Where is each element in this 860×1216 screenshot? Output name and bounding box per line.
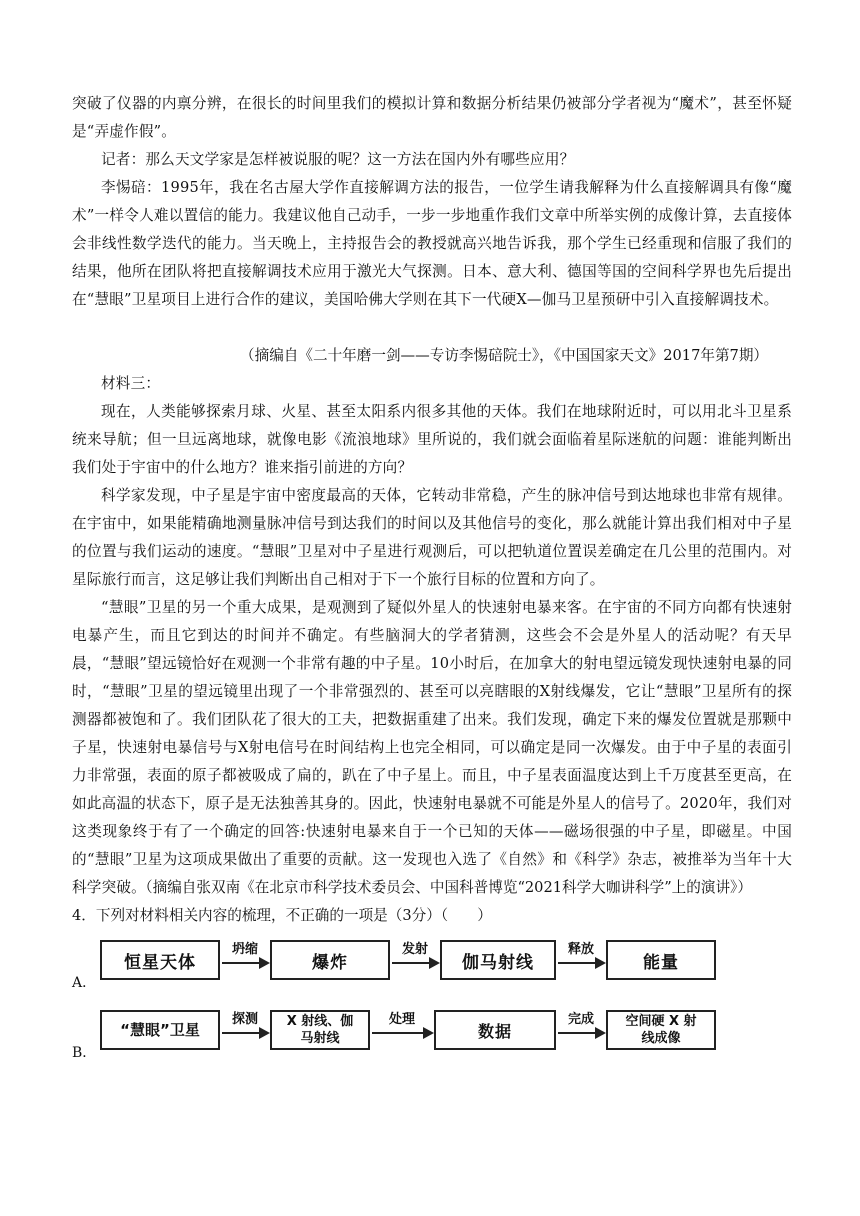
- arrow-right-icon: [259, 1027, 270, 1039]
- arrow-right-icon: [429, 957, 440, 969]
- material-three-heading: 材料三：: [101, 375, 161, 392]
- flow-box: X 射线、伽马射线: [270, 1010, 370, 1050]
- flow-arrow: [556, 1010, 606, 1050]
- paragraph-neutron-star: 科学家发现，中子星是宇宙中密度最高的天体，它转动非常稳，产生的脉冲信号到达地球也非常有规律。在宇宙中，如果能精确地测量脉冲信号到达我们的时间以及其他信号的变化，那么就能计算出我们相对中子星的位置与我们运动的速度。“慧眼”卫星对中子星进行观测后，可以把轨道位置误差确定在几公里的范围内。对星际旅行而言，这足够让我们判断出自己相对于下一个旅行目标的位置和方向了。: [72, 487, 792, 588]
- paragraph-li-answer: 李惕碚：1995年，我在名古屋大学作直接解调方法的报告，一位学生请我解释为什么直接解调具有像“魔术”一样令人难以置信的能力。我建议他自己动手，一步一步地重作我们文章中所举实例的成像计算，去直接体会非线性数学迭代的能力。当天晚上，主持报告会的教授就高兴地告诉我，那个学生已经重现和信服了我们的结果，他所在团队将把直接解调技术应用于激光大气探测。日本、意大利、德国等国的空间科学界也先后提出在“慧眼”卫星项目上进行合作的建议，美国哈佛大学则在其下一代硬X—伽马卫星预研中引入直接解调技术。: [72, 179, 792, 308]
- option-a-letter[interactable]: A．: [72, 975, 97, 991]
- paragraph-fast-radio-burst: “慧眼”卫星的另一个重大成果，是观测到了疑似外星人的快速射电暴来客。在宇宙的不同方向都有快速射电暴产生，而且它到达的时间并不确定。有些脑洞大的学者猜测，这些会不会是外星人的活动呢？有天早晨，“慧眼”望远镜恰好在观测一个非常有趣的中子星。10小时后，在加拿大的射电望远镜发现快速射电暴的同时，“慧眼”卫星的望远镜里出现了一个非常强烈的、甚至可以亮瞎眼的X射线爆发，它让“慧眼”卫星所有的探测器都被饱和了。我们团队花了很大的工夫，把数据重建了出来。我们发现，确定下来的爆发位置就是那颗中子星，快速射电暴信号与X射电信号在时间结构上也完全相同，可以确定是同一次爆发。由于中子星的表面引力非常强，表面的原子都被吸成了扁的，趴在了中子星上。而且，中子星表面温度达到上千万度甚至更高，在如此高温的状态下，原子是无法独善其身的。因此，快速射电暴就不可能是外星人的信号了。2020年，我们对这类现象终于有了一个确定的回答:快速射电暴来自于一个已知的天体——磁场很强的中子星，即磁星。中国的“慧眼”卫星为这项成果做出了重要的贡献。这一发现也入选了《自然》和《科学》杂志，被推举为当年十大科学突破。: [72, 599, 792, 896]
- flow-arrow: [370, 1010, 434, 1050]
- source-citation-1: （摘编自《二十年磨一剑——专访李惕碚院士》，《中国国家天文》2017年第7期）: [240, 347, 769, 364]
- paragraph-continued: 突破了仪器的内禀分辨，在很长的时间里我们的模拟计算和数据分析结果仍被部分学者视为“魔术”，甚至怀疑是“弄虚作假”。: [72, 95, 792, 140]
- paragraph-reporter-question: 记者：那么天文学家是怎样被说服的呢？这一方法在国内外有哪些应用？: [101, 151, 575, 168]
- flow-arrow-label: 坍缩: [231, 942, 258, 957]
- flow-box: 能量: [606, 940, 716, 980]
- option-b-letter[interactable]: B．: [72, 1045, 97, 1061]
- flow-arrow-label: 完成: [567, 1012, 594, 1027]
- flow-arrow: [390, 940, 440, 980]
- flow-box: 数据: [434, 1010, 556, 1050]
- flow-arrow-label: 处理: [388, 1012, 415, 1027]
- flow-box: 空间硬 X 射线成像: [606, 1010, 716, 1050]
- option-b-flowchart: [100, 1010, 720, 1056]
- flow-arrow: [220, 1010, 270, 1050]
- paragraph-navigation: 现在，人类能够探索月球、火星、甚至太阳系内很多其他的天体。我们在地球附近时，可以用北斗卫星系统来导航；但一旦远离地球，就像电影《流浪地球》里所说的，我们就会面临着星际迷航的问题：谁能判断出我们处于宇宙中的什么地方？谁来指引前进的方向？: [72, 403, 792, 476]
- flow-box: 恒星天体: [100, 940, 220, 980]
- flow-box: 爆炸: [270, 940, 390, 980]
- arrow-right-icon: [595, 1027, 606, 1039]
- option-a-flowchart: [100, 940, 720, 986]
- flow-box: “慧眼”卫星: [100, 1010, 220, 1050]
- flow-arrow: [556, 940, 606, 980]
- flow-arrow-label: 释放: [567, 942, 594, 957]
- question-stem: 4．下列对材料相关内容的梳理，不正确的一项是（3分）（ ）: [72, 907, 492, 924]
- flow-arrow-label: 发射: [401, 942, 428, 957]
- arrow-right-icon: [595, 957, 606, 969]
- arrow-right-icon: [423, 1027, 434, 1039]
- flow-arrow: [220, 940, 270, 980]
- flow-arrow-label: 探测: [231, 1012, 258, 1027]
- arrow-right-icon: [259, 957, 270, 969]
- flow-box: 伽马射线: [440, 940, 556, 980]
- source-citation-2: （摘编自张双南《在北京市科学技术委员会、中国科普博览“2021科学大咖讲科学”上的演讲》）: [138, 879, 752, 896]
